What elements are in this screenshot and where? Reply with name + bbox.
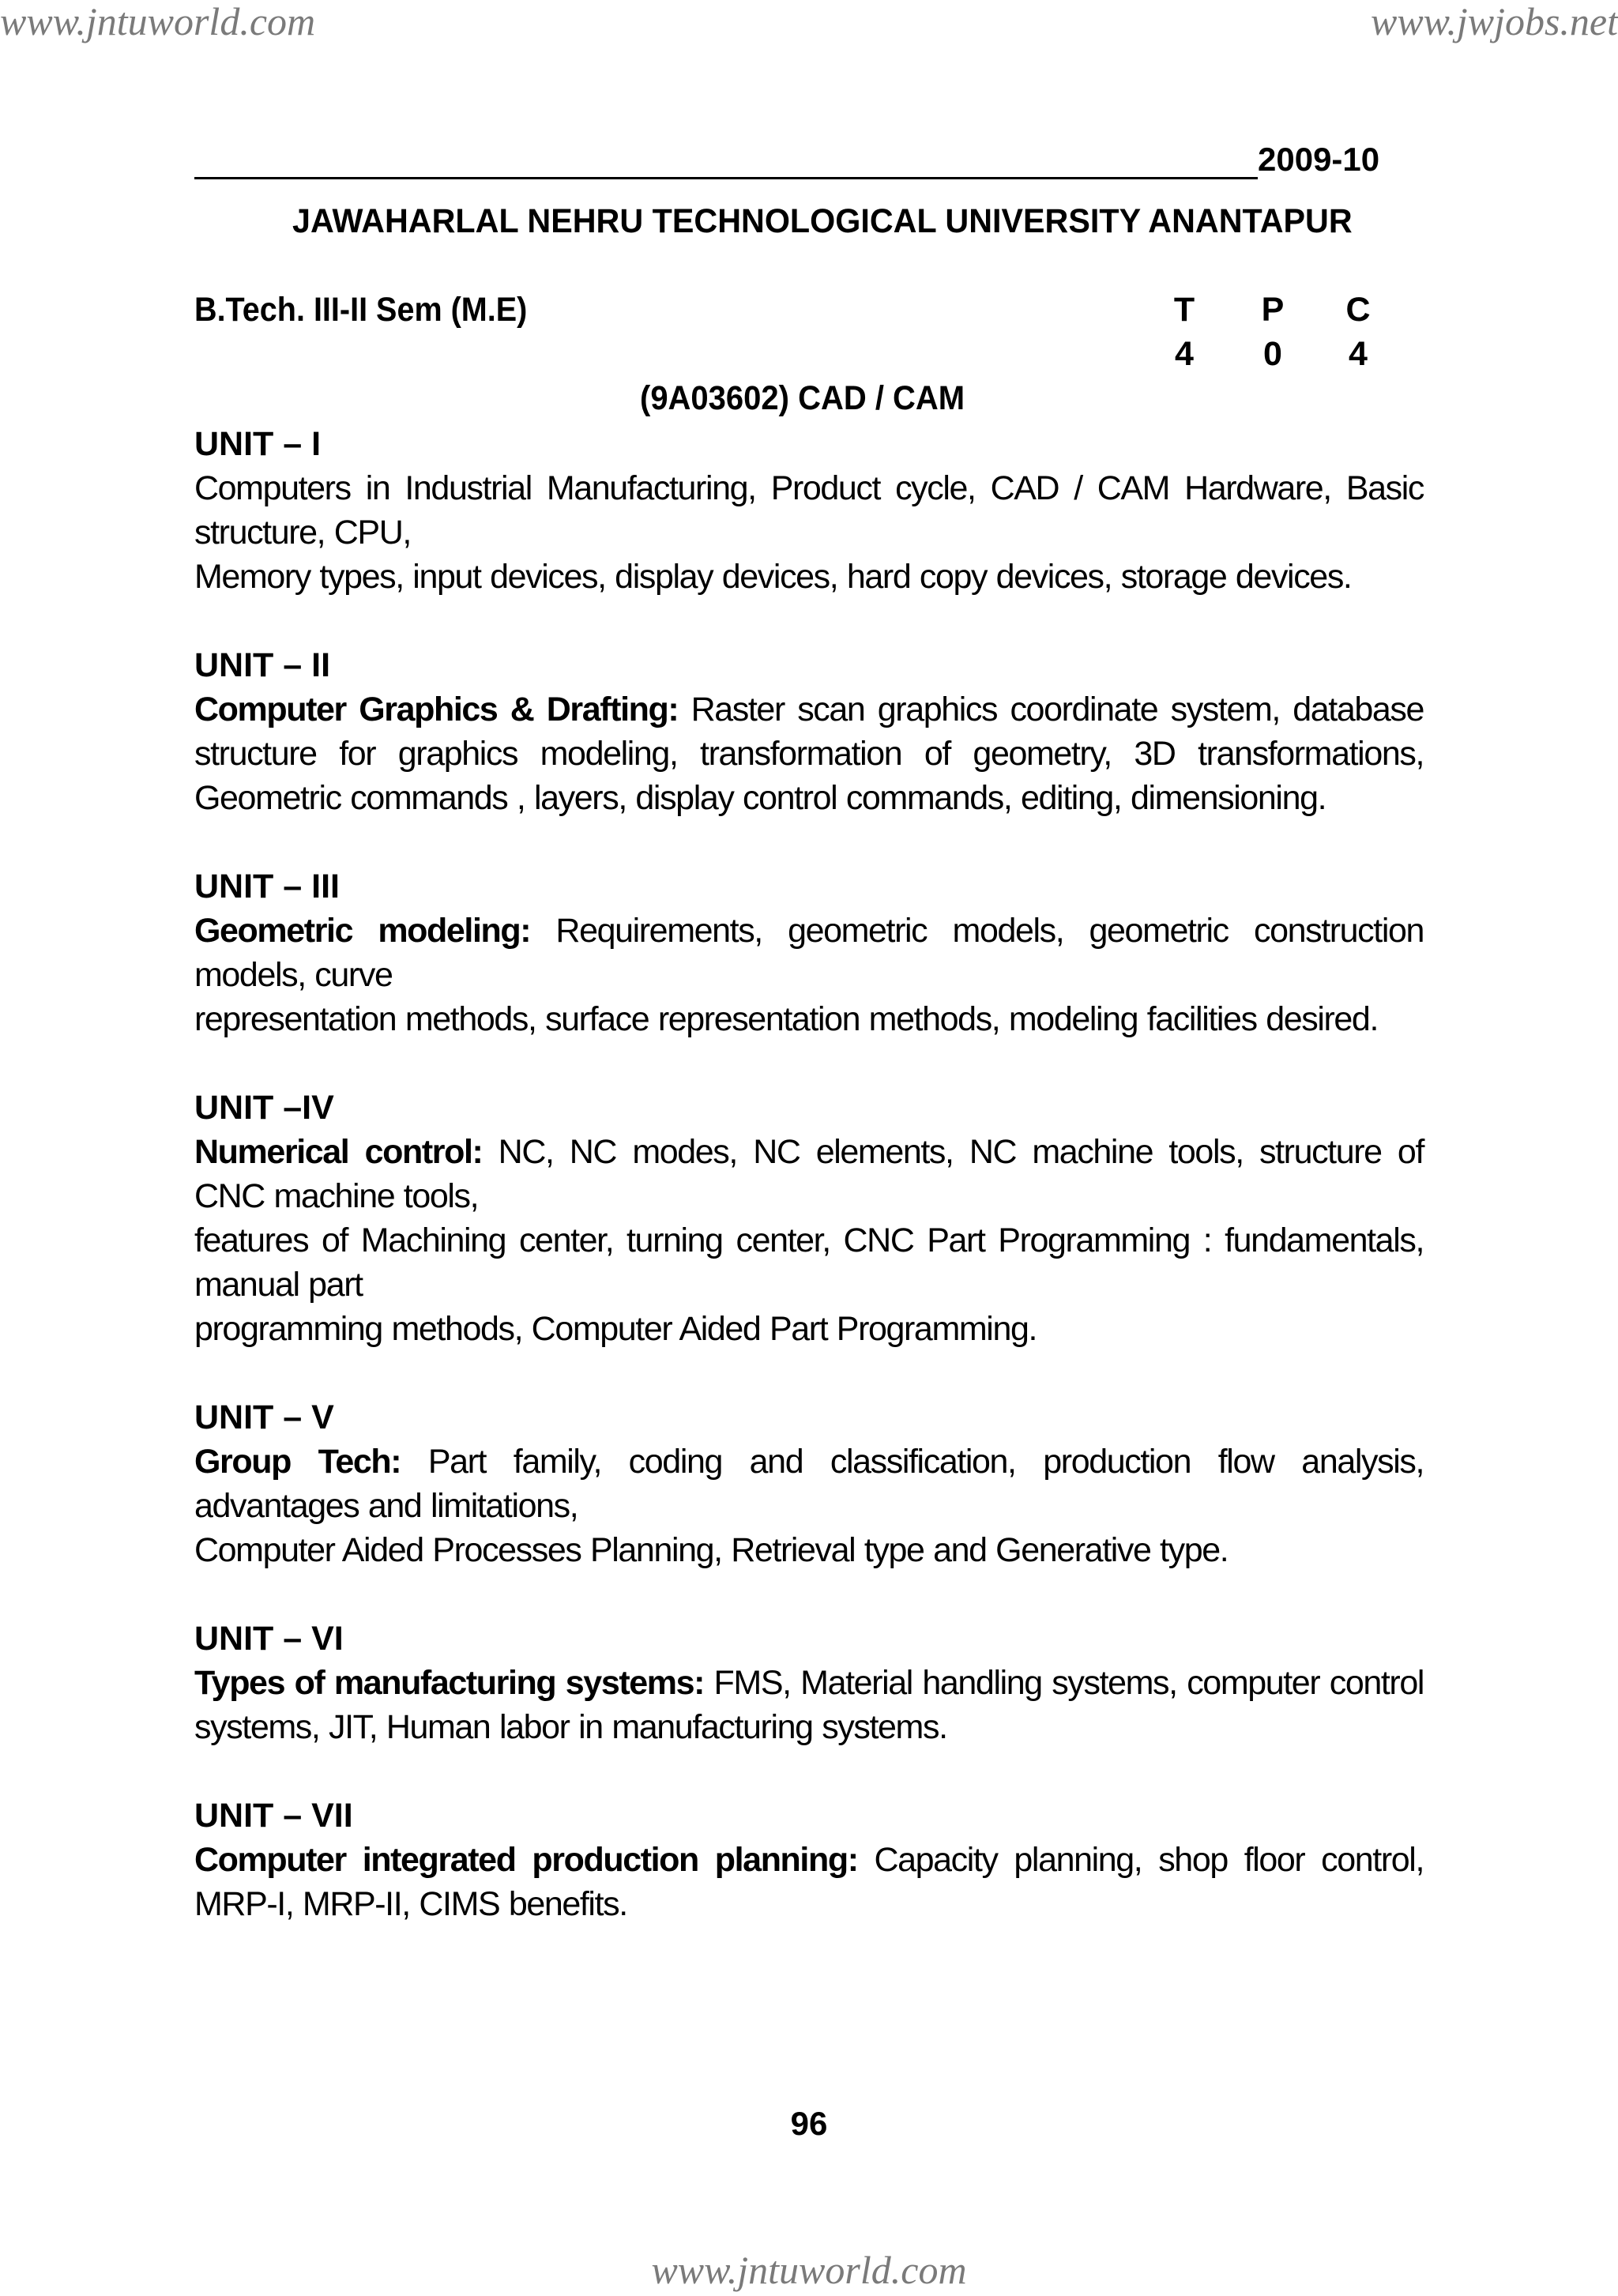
topic-text: Computer Aided Processes Planning, Retrieval type and Generative type.	[194, 1531, 1229, 1569]
unit-title: UNIT – I	[194, 425, 322, 463]
unit-paragraph	[194, 1218, 1424, 1307]
topic-text: Capacity planning, shop floor control, MRP-I, MRP-II, CIMS benefits.	[194, 1841, 1424, 1923]
tpc-value-t: 4	[1175, 335, 1194, 373]
unit-paragraph	[194, 1130, 1424, 1218]
topic-text: Computers in Industrial Manufacturing, Product cycle, CAD / CAM Hardware, Basic structure, CPU,	[194, 469, 1424, 551]
unit-section	[194, 1395, 1424, 1572]
syllabus-units	[194, 422, 1424, 1970]
topic-text: FMS, Material handling systems, computer control systems, JIT, Human labor in manufacturing systems.	[194, 1664, 1424, 1746]
tpc-value-p: 0	[1263, 335, 1282, 373]
topic-text: Memory types, input devices, display devices, hard copy devices, storage devices.	[194, 558, 1352, 596]
unit-title: UNIT –IV	[194, 1089, 334, 1127]
topic-heading: Types of manufacturing systems:	[194, 1664, 705, 1702]
unit-title: UNIT – VI	[194, 1620, 344, 1658]
unit-section	[194, 1794, 1424, 1926]
unit-paragraph	[194, 555, 1424, 599]
unit-section	[194, 643, 1424, 820]
topic-heading: Computer integrated production planning:	[194, 1841, 858, 1879]
topic-text: Raster scan graphics coordinate system, database structure for graphics modeling, transformation of geometry, 3D transformations, Geometric commands , layers, display control commands, editing, dimensioning.	[194, 691, 1424, 817]
unit-paragraph	[194, 1307, 1424, 1351]
subject-title: (9A03602) CAD / CAM	[640, 379, 965, 417]
unit-paragraph	[194, 466, 1424, 555]
page-number: 96	[790, 2105, 828, 2142]
tpc-header-p: P	[1261, 291, 1285, 329]
tpc-value-c: 4	[1349, 335, 1368, 373]
unit-paragraph	[194, 1528, 1424, 1572]
watermark-bottom: www.jntuworld.com	[651, 2248, 967, 2292]
tpc-header-t: T	[1173, 291, 1195, 329]
watermark-top-right: www.jwjobs.net	[1370, 0, 1618, 43]
unit-title: UNIT – II	[194, 646, 331, 684]
topic-text: representation methods, surface representation methods, modeling facilities desired.	[194, 1000, 1378, 1038]
unit-title: UNIT – VII	[194, 1797, 353, 1835]
unit-section	[194, 422, 1424, 599]
unit-section	[194, 1086, 1424, 1351]
topic-text: Part family, coding and classification, production flow analysis, advantages and limitations,	[194, 1443, 1424, 1525]
unit-paragraph	[194, 997, 1424, 1041]
unit-paragraph	[194, 687, 1424, 820]
topic-text: programming methods, Computer Aided Part Programming.	[194, 1310, 1037, 1348]
topic-text: NC, NC modes, NC elements, NC machine tools, structure of CNC machine tools,	[194, 1133, 1424, 1215]
university-name: JAWAHARLAL NEHRU TECHNOLOGICAL UNIVERSITY ANANTAPUR	[292, 202, 1353, 240]
unit-paragraph	[194, 1838, 1424, 1926]
topic-heading: Computer Graphics & Drafting:	[194, 691, 679, 728]
unit-title: UNIT – V	[194, 1398, 334, 1436]
topic-heading: Geometric modeling:	[194, 912, 531, 950]
unit-title: UNIT – III	[194, 868, 340, 905]
unit-paragraph	[194, 1440, 1424, 1528]
unit-section	[194, 864, 1424, 1041]
unit-paragraph	[194, 909, 1424, 997]
course-title: B.Tech. III-II Sem (M.E)	[194, 291, 528, 329]
topic-heading: Numerical control:	[194, 1133, 483, 1171]
topic-heading: Group Tech:	[194, 1443, 401, 1481]
header-rule	[194, 177, 1258, 179]
topic-text: features of Machining center, turning center, CNC Part Programming : fundamentals, manual part	[194, 1221, 1424, 1304]
watermark-top-left: www.jntuworld.com	[0, 0, 316, 43]
unit-section	[194, 1617, 1424, 1749]
tpc-header-c: C	[1345, 291, 1371, 329]
topic-text: Requirements, geometric models, geometric construction models, curve	[194, 912, 1424, 994]
unit-paragraph	[194, 1661, 1424, 1749]
academic-year: 2009-10	[1258, 141, 1380, 178]
